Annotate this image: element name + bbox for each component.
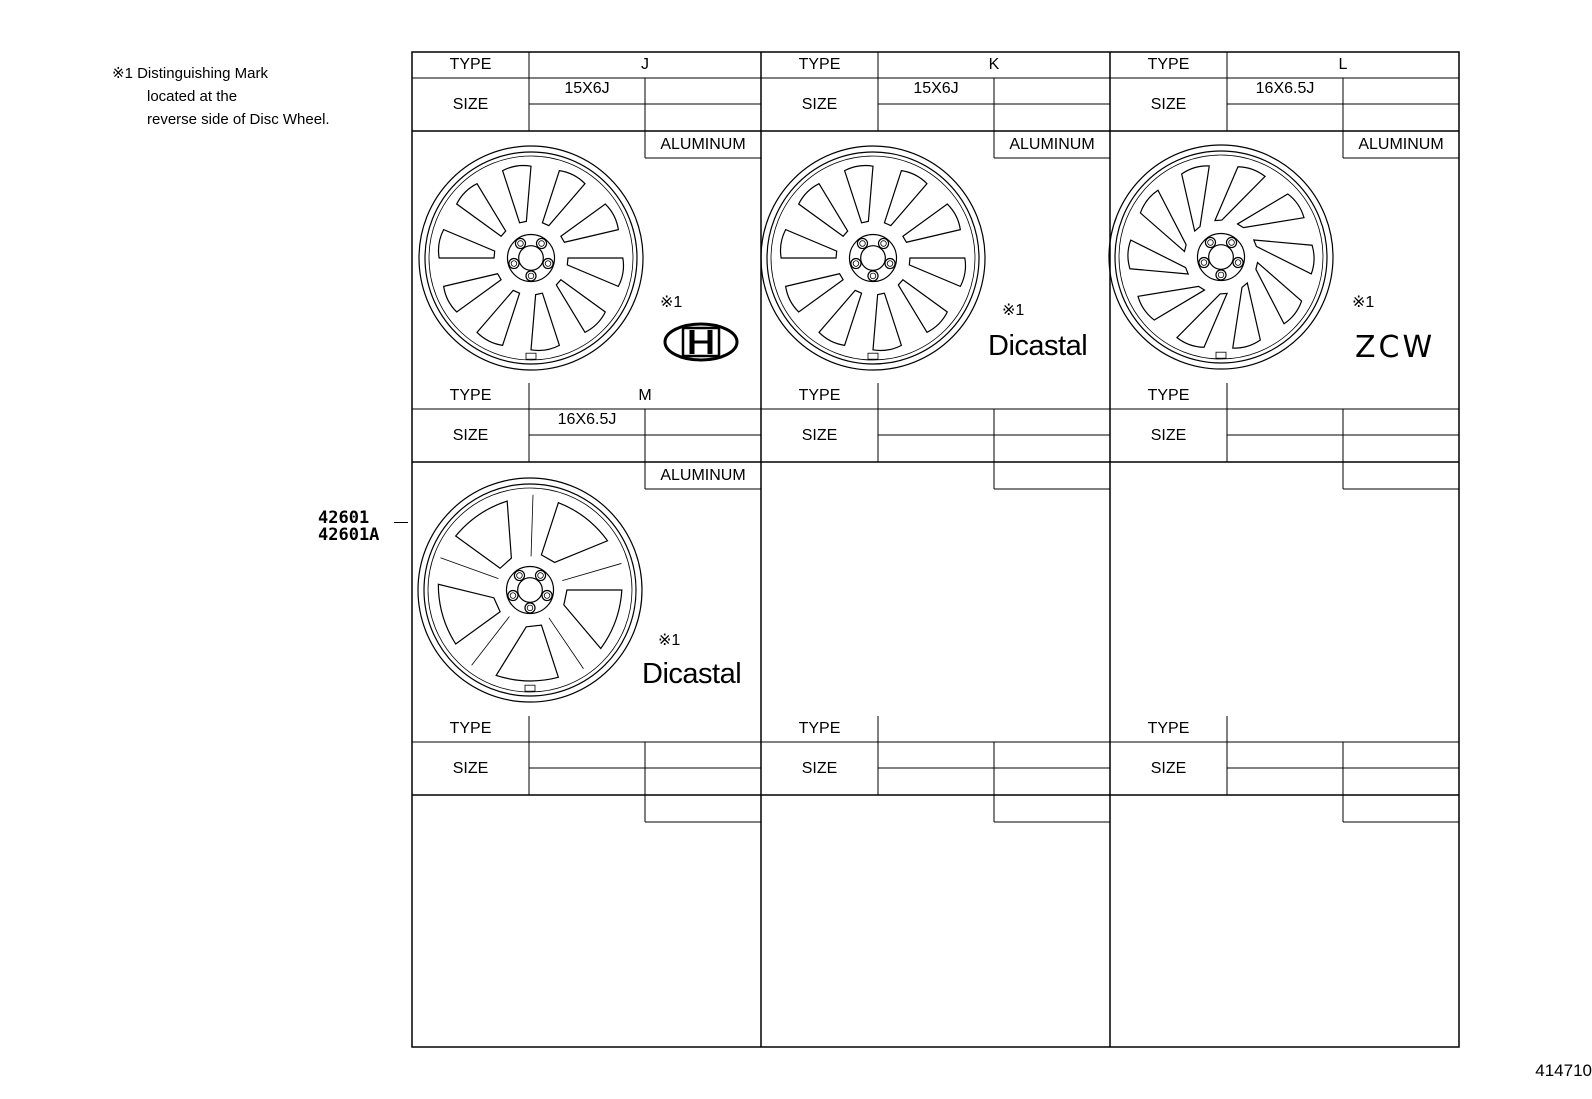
type-label: TYPE: [1147, 387, 1190, 404]
wheel-drawing: [1109, 145, 1333, 369]
lug-hole: [857, 238, 867, 248]
spoke-window: [1138, 286, 1204, 320]
spoke-window: [819, 290, 862, 345]
note-symbol: ※1: [112, 65, 133, 82]
lug-hole: [515, 238, 525, 248]
type-label: TYPE: [449, 56, 492, 73]
lug-hole: [536, 238, 546, 248]
spoke-window: [556, 280, 605, 333]
wheel-center-bore: [518, 578, 543, 603]
spoke-window: [1182, 166, 1210, 231]
spoke-window: [781, 230, 837, 258]
note-line-2: located at the: [147, 88, 238, 105]
lug-hole: [509, 258, 519, 268]
spoke-split-line: [531, 495, 533, 557]
material-label: ALUMINUM: [1358, 136, 1444, 153]
lug-hole: [535, 570, 545, 580]
size-label: SIZE: [452, 760, 489, 777]
spoke-window: [884, 171, 927, 226]
spoke-split-line: [549, 618, 584, 669]
size-value: 15X6J: [913, 80, 959, 97]
lug-hole-inner: [517, 573, 523, 579]
distinguishing-mark-symbol: ※1: [1002, 302, 1025, 319]
lug-hole: [885, 258, 895, 268]
distinguishing-mark-symbol: ※1: [658, 632, 681, 649]
type-label: TYPE: [449, 387, 492, 404]
lug-hole-inner: [860, 241, 866, 247]
lug-hole-inner: [1218, 272, 1224, 278]
lug-hole: [1233, 257, 1243, 267]
spoke-window: [845, 166, 873, 223]
valve-stem: [868, 353, 878, 359]
spoke-window: [561, 204, 618, 242]
spoke-window: [1233, 283, 1261, 348]
spoke-window: [564, 590, 622, 649]
wheel-drawing: [418, 478, 642, 702]
wheel-rim-outer: [1109, 145, 1333, 369]
material-label: ALUMINUM: [660, 467, 746, 484]
part-number-1: 42601: [318, 508, 370, 528]
lug-hole-inner: [545, 261, 551, 267]
lug-hole-inner: [539, 241, 545, 247]
zcw-brand-logo: ZCW: [1355, 330, 1436, 365]
spoke-window: [477, 290, 520, 345]
spoke-window: [786, 274, 843, 312]
valve-stem: [525, 685, 535, 691]
size-value: 15X6J: [564, 80, 610, 97]
size-label: SIZE: [1150, 760, 1187, 777]
lug-hole-inner: [887, 261, 893, 267]
lug-hole: [508, 590, 518, 600]
lug-hole: [878, 238, 888, 248]
lug-hole-inner: [1229, 240, 1235, 246]
spoke-window: [496, 625, 558, 681]
lug-hole: [1226, 237, 1236, 247]
lug-hole-inner: [538, 573, 544, 579]
note-line-3: reverse side of Disc Wheel.: [147, 111, 330, 128]
type-value: J: [641, 56, 649, 73]
spoke-window: [503, 166, 531, 223]
lug-hole: [526, 271, 536, 281]
spoke-window: [456, 501, 512, 568]
lug-hole-inner: [1208, 240, 1214, 246]
size-label: SIZE: [1150, 96, 1187, 113]
spoke-split-line: [472, 617, 510, 666]
lug-hole-inner: [544, 593, 550, 599]
wheel-rim-inner: [1115, 151, 1327, 363]
lug-hole: [543, 258, 553, 268]
spoke-window: [567, 258, 623, 286]
spoke-split-line: [562, 563, 621, 580]
spoke-window: [1238, 194, 1304, 228]
spoke-window: [457, 184, 506, 237]
size-value: 16X6.5J: [557, 411, 617, 428]
type-label: TYPE: [798, 720, 841, 737]
spoke-window: [1128, 240, 1188, 274]
lug-hole: [542, 590, 552, 600]
size-value: 16X6.5J: [1255, 80, 1315, 97]
size-label: SIZE: [801, 427, 838, 444]
wheel-rim-lip: [1119, 155, 1323, 359]
lug-hole-inner: [853, 261, 859, 267]
type-label: TYPE: [798, 387, 841, 404]
type-label: TYPE: [798, 56, 841, 73]
wheel-center-bore: [861, 246, 886, 271]
spoke-window: [542, 171, 585, 226]
size-label: SIZE: [801, 760, 838, 777]
size-label: SIZE: [801, 96, 838, 113]
valve-stem: [1216, 352, 1226, 358]
size-label: SIZE: [452, 96, 489, 113]
type-value: M: [638, 387, 652, 404]
spoke-window: [1254, 240, 1314, 274]
size-label: SIZE: [452, 427, 489, 444]
spoke-window: [1256, 263, 1302, 324]
type-label: TYPE: [449, 720, 492, 737]
lug-hole-inner: [881, 241, 887, 247]
lug-hole: [525, 603, 535, 613]
type-label: TYPE: [1147, 720, 1190, 737]
spoke-window: [873, 293, 901, 350]
spoke-window: [898, 280, 947, 333]
dicastal-brand-logo: Dicastal: [642, 658, 742, 690]
page-number: 414710: [1535, 1061, 1592, 1080]
lug-hole-inner: [1235, 260, 1241, 266]
lug-hole: [868, 271, 878, 281]
material-label: ALUMINUM: [1009, 136, 1095, 153]
part-number-2: 42601A: [318, 525, 380, 545]
spoke-window: [444, 274, 501, 312]
dicastal-brand-logo: Dicastal: [988, 330, 1088, 362]
distinguishing-mark-symbol: ※1: [1352, 294, 1375, 311]
spoke-window: [541, 503, 607, 563]
lug-hole: [1199, 257, 1209, 267]
spoke-window: [799, 184, 848, 237]
type-value: K: [988, 56, 1000, 73]
lug-hole: [1216, 270, 1226, 280]
lug-hole-inner: [528, 273, 534, 279]
lug-hole: [851, 258, 861, 268]
h-brand-logo: [665, 324, 737, 360]
spoke-window: [439, 230, 495, 258]
lug-hole: [1205, 237, 1215, 247]
lug-hole-inner: [527, 605, 533, 611]
distinguishing-mark-symbol: ※1: [660, 294, 683, 311]
spoke-window: [909, 258, 965, 286]
type-label: TYPE: [1147, 56, 1190, 73]
lug-hole-inner: [510, 593, 516, 599]
spoke-window: [531, 293, 559, 350]
valve-stem: [526, 353, 536, 359]
wheel-center-bore: [519, 246, 544, 271]
lug-hole-inner: [511, 261, 517, 267]
spoke-window: [438, 584, 500, 644]
lug-hole: [514, 570, 524, 580]
lug-hole-inner: [1201, 260, 1207, 266]
lug-hole-inner: [518, 241, 524, 247]
material-label: ALUMINUM: [660, 136, 746, 153]
spoke-window: [1140, 190, 1186, 251]
type-value: L: [1338, 56, 1348, 73]
wheel-drawing: [761, 146, 985, 370]
lug-hole-inner: [870, 273, 876, 279]
wheel-center-bore: [1209, 245, 1234, 270]
size-label: SIZE: [1150, 427, 1187, 444]
spoke-window: [903, 204, 960, 242]
wheel-drawing: [419, 146, 643, 370]
note-line-1: ※1 Distinguishing Mark: [112, 65, 268, 82]
